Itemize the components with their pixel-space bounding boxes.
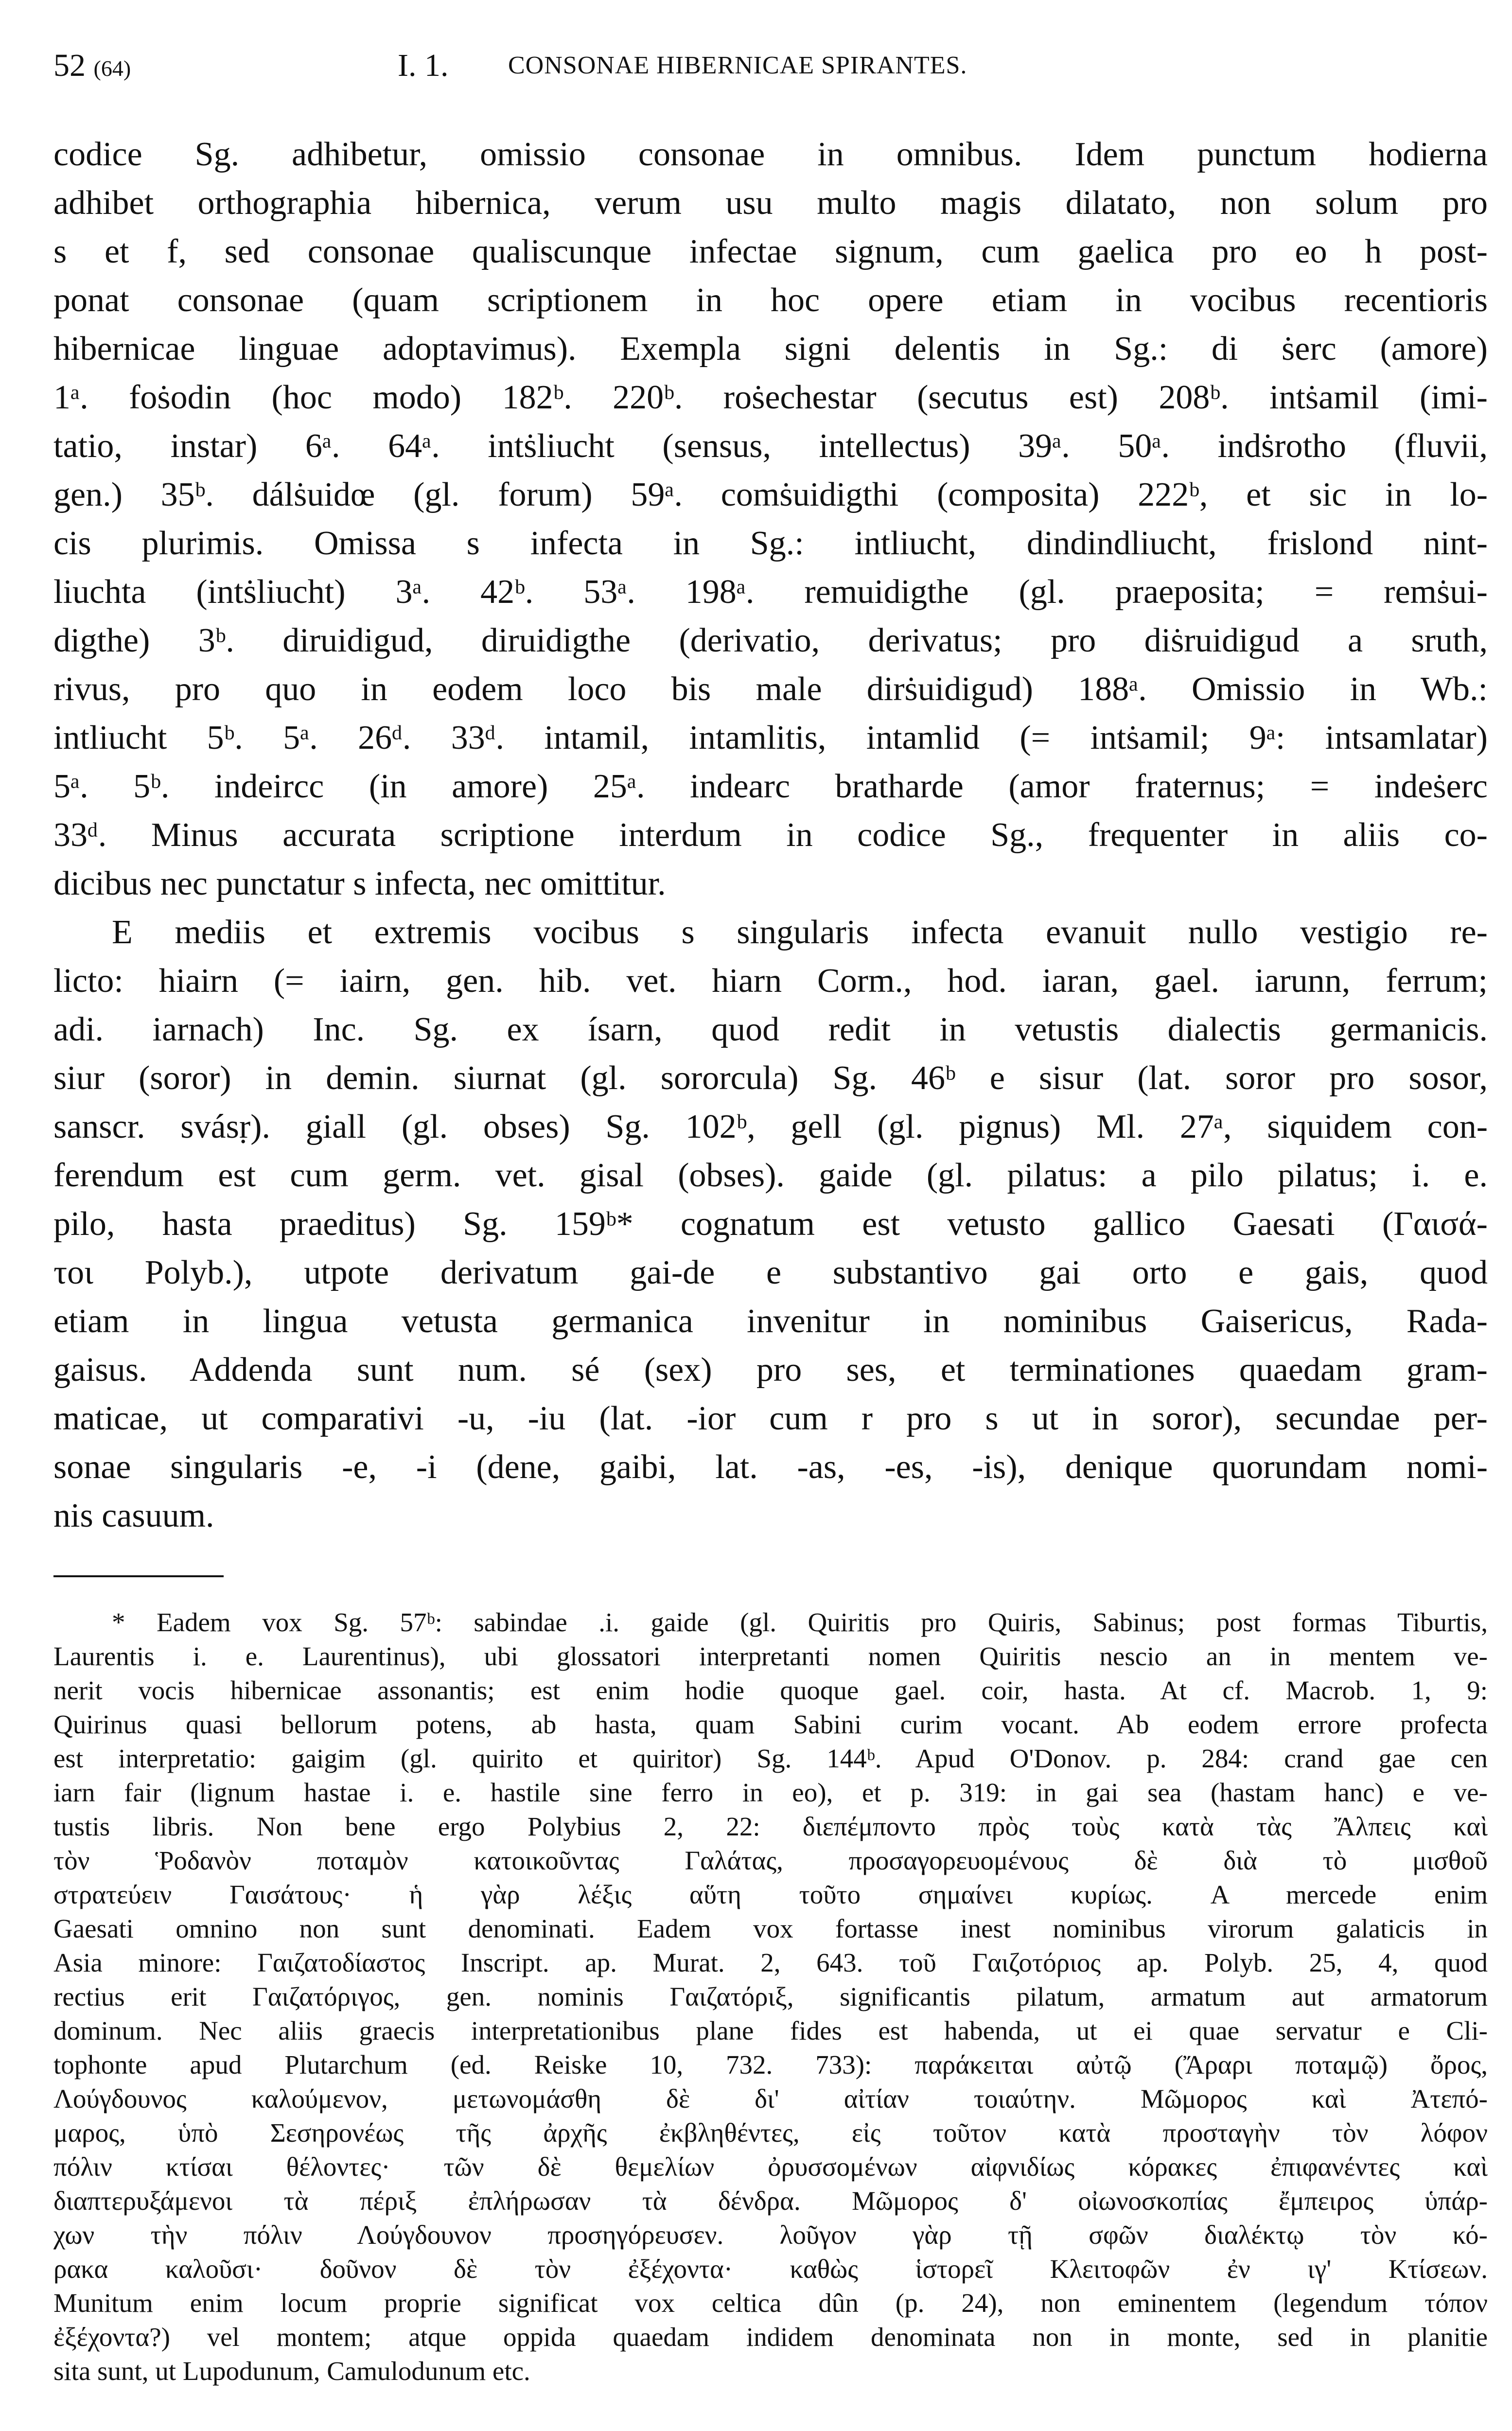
text-line: licto: hiairn (= iairn, gen. hib. vet. hiarn Corm., hod. iaran, gael. iarunn, ferrum; — [53, 962, 1488, 1000]
text-line: s et f, sed consonae qualiscunque infectae signum, cum gaelica pro eo h post- — [53, 233, 1488, 270]
footnote-line: Quirinus quasi bellorum potens, ab hasta, quam Sabini curim vocant. Ab eodem errore profecta — [53, 1709, 1488, 1739]
text-line: dicibus nec punctatur s infecta, nec omittitur. — [53, 865, 666, 902]
footnote-line: Munitum enim locum proprie significat vox celtica dûn (p. 24), non eminentem (legendum τόπον — [53, 2288, 1488, 2318]
footnote-line: iarn fair (lignum hastae i. e. hastile sine ferro in eo), et p. 319: in gai sea (hastam hanc) e ve- — [53, 1778, 1488, 1807]
main-text — [53, 130, 1488, 1540]
footnote-line: τὸν Ῥοδανὸν ποταμὸν κατοικοῦντας Γαλάτας, προσαγορευομένους δὲ διὰ τὸ μισθοῦ — [53, 1846, 1488, 1875]
footnote-line: στρατεύειν Γαισάτους· ἡ γὰρ λέξις αὕτη τοῦτο σημαίνει κυρίως. A mercede enim — [53, 1880, 1488, 1909]
footnote-line: Gaesati omnino non sunt denominati. Eadem vox fortasse inest nominibus virorum galaticis in — [53, 1914, 1488, 1943]
footnote-line: ρακα καλοῦσι· δοῦνον δὲ τὸν ἐξέχοντα· καθὼς ἱστορεῖ Κλειτοφῶν ἐν ιγ' Κτίσεων. — [53, 2254, 1488, 2284]
footnote-line: Λούγδουνος καλούμενον, μετωνομάσθη δὲ δι' αἰτίαν τοιαύτην. Μῶμορος καὶ Ἀτεπό- — [53, 2084, 1488, 2114]
footnote-line: διαπτερυξάμενοι τὰ πέριξ ἐπλήρωσαν τὰ δένδρα. Μῶμορος δ' οἰωνοσκοπίας ἔμπειρος ὑπάρ- — [53, 2186, 1488, 2216]
text-line: gaisus. Addenda sunt num. sé (sex) pro ses, et terminationes quaedam gram- — [53, 1351, 1488, 1389]
text-line: 33ᵈ. Minus accurata scriptione interdum in codice Sg., frequenter in aliis co- — [53, 816, 1488, 854]
text-line: E mediis et extremis vocibus s singularis infecta evanuit nullo vestigio re- — [112, 914, 1488, 951]
text-line: ponat consonae (quam scriptionem in hoc opere etiam in vocibus recentioris — [53, 282, 1488, 319]
text-line: maticae, ut comparativi -u, -iu (lat. -ior cum r pro s ut in soror), secundae per- — [53, 1400, 1488, 1437]
footnote-line: ἐξέχοντα?) vel montem; atque oppida quaedam indidem denominata non in monte, sed in planitie — [53, 2322, 1488, 2352]
text-line: intliucht 5ᵇ. 5ᵃ. 26ᵈ. 33ᵈ. intamil, intamlitis, intamlid (= intṡamil; 9ᵃ: intsamlatar) — [53, 719, 1488, 757]
text-line: ferendum est cum germ. vet. gisal (obses). gaide (gl. pilatus: a pilo pilatus; i. e. — [53, 1157, 1488, 1194]
footnote-divider — [53, 1575, 224, 1577]
footnote-line: tustis libris. Non bene ergo Polybius 2, 22: διεπέμποντο πρὸς τοὺς κατὰ τὰς Ἄλπεις καὶ — [53, 1812, 1488, 1841]
text-line: codice Sg. adhibetur, omissio consonae in omnibus. Idem punctum hodierna — [53, 136, 1488, 173]
text-line: hibernicae linguae adoptavimus). Exempla signi delentis in Sg.: di ṡerc (amore) — [53, 330, 1488, 368]
text-line: etiam in lingua vetusta germanica invenitur in nominibus Gaisericus, Rada- — [53, 1303, 1488, 1340]
footnote-line: * Eadem vox Sg. 57ᵇ: sabindae .i. gaide (gl. Quiritis pro Quiris, Sabinus; post formas Tiburtis, — [112, 1607, 1488, 1637]
footnote-line: Asia minore: Γαιζατοδίαστος Inscript. ap. Murat. 2, 643. τοῦ Γαιζοτόριος ap. Polyb. 25, 4, quod — [53, 1948, 1488, 1977]
text-line: liuchta (intṡliucht) 3ᵃ. 42ᵇ. 53ᵃ. 198ᵃ. remuidigthe (gl. praeposita; = remṡui- — [53, 573, 1488, 611]
page-number-text: 52 — [53, 48, 86, 83]
text-line: rivus, pro quo in eodem loco bis male dirṡuidigud) 188ᵃ. Omissio in Wb.: — [53, 670, 1488, 708]
running-title: CONSONAE HIBERNICAE SPIRANTES. — [508, 52, 967, 79]
section-number: I. 1. — [398, 48, 449, 83]
text-line: adhibet orthographia hibernica, verum usu multo magis dilatato, non solum pro — [53, 184, 1488, 222]
text-line: tatio, instar) 6ᵃ. 64ᵃ. intṡliucht (sensus, intellectus) 39ᵃ. 50ᵃ. indṡrotho (fluvii, — [53, 427, 1488, 465]
footnote-line: rectius erit Γαιζατόριγος, gen. nominis Γαιζατόριξ, significantis pilatum, armatum aut armatorum — [53, 1982, 1488, 2011]
footnote-line: est interpretatio: gaigim (gl. quirito et quiritor) Sg. 144ᵇ. Apud O'Donov. p. 284: crand gae cen — [53, 1744, 1488, 1773]
footnote-line: tophonte apud Plutarchum (ed. Reiske 10, 732. 733): παράκειται αὐτῷ (Ἄραρι ποταμῷ) ὄρος, — [53, 2050, 1488, 2079]
text-line: 5ᵃ. 5ᵇ. indeircc (in amore) 25ᵃ. indearc bratharde (amor fraternus; = indeṡerc — [53, 768, 1488, 805]
text-line: siur (soror) in demin. siurnat (gl. sororcula) Sg. 46ᵇ e sisur (lat. soror pro sosor, — [53, 1059, 1488, 1097]
text-line: sonae singularis -e, -i (dene, gaibi, lat. -as, -es, -is), denique quorundam nomi- — [53, 1448, 1488, 1486]
text-line: τοι Polyb.), utpote derivatum gai-de e substantivo gai orto e gais, quod — [53, 1254, 1488, 1291]
footnote-line: sita sunt, ut Lupodunum, Camulodunum etc. — [53, 2356, 530, 2386]
text-line: pilo, hasta praeditus) Sg. 159ᵇ* cognatum est vetusto gallico Gaesati (Γαισά- — [53, 1205, 1488, 1243]
text-line: adi. iarnach) Inc. Sg. ex ísarn, quod redit in vetustis dialectis germanicis. — [53, 1011, 1488, 1048]
footnote-line: μαρος, ὑπὸ Σεσηρονέως τῆς ἀρχῆς ἐκβληθέντες, εἰς τοῦτον κατὰ προσταγὴν τὸν λόφον — [53, 2118, 1488, 2148]
text-line: sanscr. svásṛ). giall (gl. obses) Sg. 102ᵇ, gell (gl. pignus) Ml. 27ᵃ, siquidem con- — [53, 1108, 1488, 1145]
text-line: nis casuum. — [53, 1497, 214, 1534]
text-line: 1ᵃ. foṡodin (hoc modo) 182ᵇ. 220ᵇ. roṡechestar (secutus est) 208ᵇ. intṡamil (imi- — [53, 379, 1488, 416]
footnote-line: χων τὴν πόλιν Λούγδουνον προσηγόρευσεν. λοῦγον γὰρ τῇ σφῶν διαλέκτῳ τὸν κό- — [53, 2220, 1488, 2250]
original-page-number: (64) — [93, 56, 131, 81]
page-number — [53, 46, 131, 88]
footnote-line: Laurentis i. e. Laurentinus), ubi glossatori interpretanti nomen Quiritis nescio an in mentem ve- — [53, 1641, 1488, 1671]
footnote-line: nerit vocis hibernicae assonantis; est enim hodie quoque gael. coir, hasta. At cf. Macrob. 1, 9: — [53, 1675, 1488, 1705]
text-line: gen.) 35ᵇ. dálṡuidœ (gl. forum) 59ᵃ. comṡuidigthi (composita) 222ᵇ, et sic in lo- — [53, 476, 1488, 513]
footnote-line: dominum. Nec aliis graecis interpretationibus plane fides est habenda, ut ei quae servatur e Cli- — [53, 2016, 1488, 2045]
text-line: cis plurimis. Omissa s infecta in Sg.: intliucht, dindindliucht, frislond nint- — [53, 525, 1488, 562]
footnote-line: πόλιν κτίσαι θέλοντες· τῶν δὲ θεμελίων ὀρυσσομένων αἰφνιδίως κόρακες ἐπιφανέντες καὶ — [53, 2152, 1488, 2182]
footnotes — [53, 1605, 1488, 2388]
text-line: digthe) 3ᵇ. diruidigud, diruidigthe (derivatio, derivatus; pro diṡruidigud a sruth, — [53, 622, 1488, 659]
